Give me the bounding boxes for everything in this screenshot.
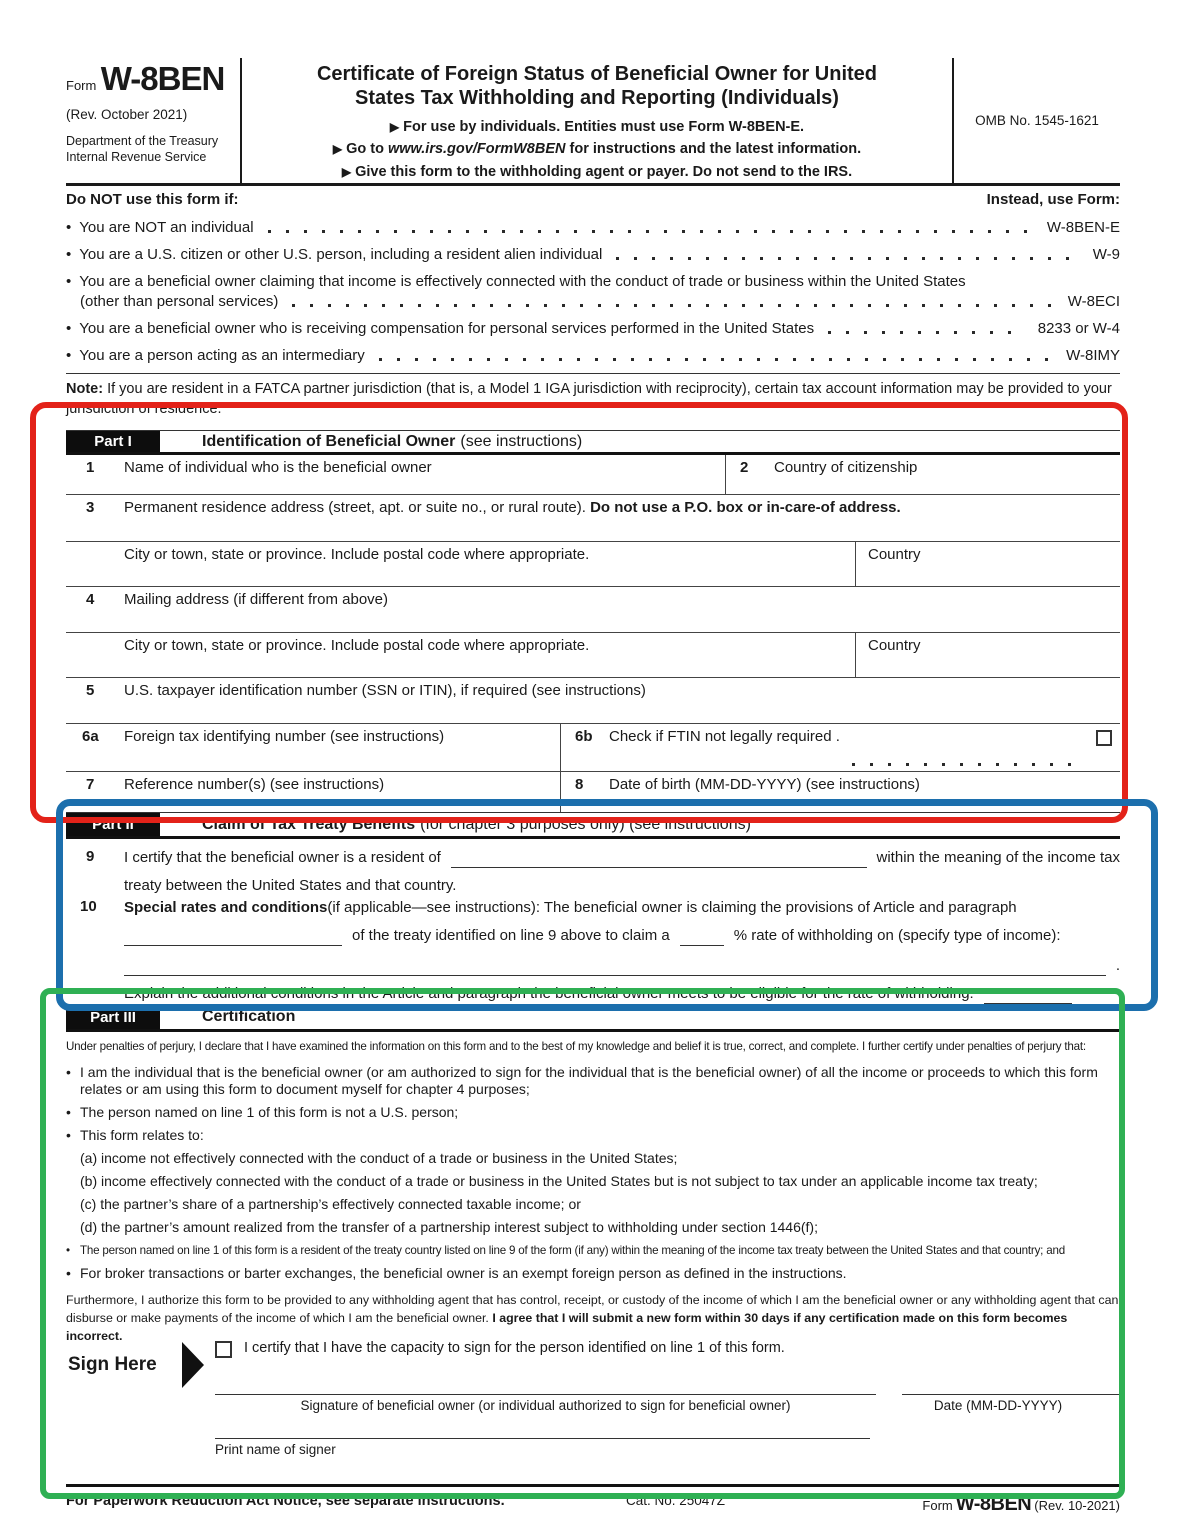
line10-bold: Special rates and conditions (124, 899, 328, 916)
dot-leader (292, 304, 1055, 307)
fatca-note (66, 374, 1120, 430)
do-not-use-item (66, 346, 1120, 366)
line5-number: 5 (86, 682, 95, 699)
revision-date: (Rev. October 2021) (66, 107, 188, 122)
line6b-number: 6b (575, 728, 593, 745)
part3-header-bar (66, 1004, 1120, 1032)
do-not-use-item-form: 8233 or W-4 (1037, 320, 1120, 337)
footer-revision: (Rev. 10-2021) (1034, 1498, 1120, 1513)
department-line1: Department of the Treasury (66, 134, 219, 148)
omb-block (952, 58, 1120, 183)
line9-pre: I certify that the beneficial owner is a resident of (124, 849, 441, 866)
header-instruction-3-text: Give this form to the withholding agent or payer. Do not send to the IRS. (355, 163, 853, 180)
line1-label: Name of individual who is the beneficial owner (124, 459, 432, 476)
do-not-use-item-text (66, 272, 1120, 292)
certification-bullet (66, 1243, 1120, 1259)
sign-here-label: Sign Here (68, 1354, 157, 1375)
signature-lines (215, 1394, 1120, 1395)
line10-first (124, 898, 1120, 918)
part1-title-note: (see instructions) (460, 432, 583, 450)
line10-second (124, 926, 1120, 946)
city1-label: City or town, state or province. Include postal code where appropriate. (124, 546, 590, 563)
line9-content (124, 848, 1120, 896)
department-block (66, 134, 234, 165)
dot-leader (852, 763, 1086, 766)
do-not-use-item-form: W-8IMY (1066, 347, 1120, 364)
row-city1 (66, 542, 1120, 587)
do-not-use-item-text-line2: (other than personal services) (80, 293, 279, 310)
row-line3 (66, 495, 1120, 542)
form-word: Form (66, 78, 97, 93)
field-reference-numbers[interactable] (66, 772, 560, 812)
bullet-icon: • (66, 1127, 71, 1143)
field-city-2[interactable] (66, 633, 855, 677)
part1-header-bar (66, 430, 1120, 455)
field-country-of-citizenship[interactable] (725, 455, 1120, 494)
form-number-line (66, 60, 234, 98)
row-city2 (66, 633, 1120, 678)
header-instruction-1-text: For use by individuals. Entities must use Form W-8BEN-E. (403, 119, 805, 135)
part2-header-bar (66, 812, 1120, 839)
form-title-line1: Certificate of Foreign Status of Beneficial Owner for United (316, 63, 878, 85)
form-number: W-8BEN (100, 60, 225, 97)
certification-bullet (66, 1127, 1120, 1144)
dot-leader (379, 358, 1054, 361)
part2-body (66, 839, 1120, 1004)
income-type-blank[interactable] (124, 960, 1106, 976)
date-line[interactable] (902, 1394, 1120, 1395)
part3-label: Part III (66, 1005, 160, 1029)
do-not-use-item-text-line1: You are a beneficial owner claiming that income is effectively connected with the conduct of trade or business within the United States (79, 273, 966, 290)
row-line4 (66, 587, 1120, 633)
do-not-use-section (66, 186, 1120, 374)
country1-label: Country (868, 546, 921, 563)
header-instruction-2-pre: Go to (346, 141, 388, 158)
row-line5 (66, 678, 1120, 724)
line10-income-type-line (124, 956, 1120, 976)
line9-first (124, 848, 1120, 868)
line2-number: 2 (740, 459, 749, 476)
certification-bullet (66, 1104, 1120, 1121)
field-country-1[interactable] (855, 542, 1120, 586)
furthermore-text: Furthermore, I authorize this form to be provided to any withholding agent that has control, receipt, or custody of the income of which I am the beneficial owner or any withholding agent that can disburse or make payments of the income of which I am the beneficial owner. (66, 1293, 1119, 1325)
line9-row (66, 848, 1120, 896)
certification-sub-item: (c) the partner’s share of a partnership’s effectively connected taxable income; or (80, 1196, 581, 1212)
row-line1-2 (66, 455, 1120, 495)
department-line2: Internal Revenue Service (66, 149, 207, 164)
form-content (66, 58, 1120, 1514)
line3-label-text: Permanent residence address (street, apt. or suite no., or rural route). (124, 499, 591, 516)
do-not-use-item-text: You are a beneficial owner who is receiving compensation for personal services performed in the United States (79, 320, 815, 337)
treaty-country-blank[interactable] (451, 852, 867, 868)
certification-intro: Under penalties of perjury, I declare that I have examined the information on this form and to the best of my knowledge and belief it is true, correct, and complete. I further certify under penalties of perjury that: (66, 1040, 1086, 1053)
print-name-line[interactable] (215, 1438, 870, 1457)
omb-number: OMB No. 1545-1621 (975, 113, 1099, 128)
dot-leader (268, 230, 1035, 233)
part2-title: Claim of Tax Treaty Benefits (202, 815, 416, 833)
certification-bullet-text: For broker transactions or barter exchanges, the beneficial owner is an exempt foreign person as defined in the instructions. (80, 1265, 847, 1281)
pointer-icon: ▶ (389, 120, 400, 134)
line8-number: 8 (575, 776, 584, 793)
part3-title: Certification (202, 1008, 296, 1025)
field-foreign-tin[interactable] (66, 724, 560, 771)
certification-bullet-text: The person named on line 1 of this form is not a U.S. person; (80, 1104, 459, 1120)
do-not-use-item (66, 319, 1120, 339)
certification-sub-item: (a) income not effectively connected with the conduct of a trade or business in the United States; (80, 1150, 678, 1166)
field-mailing-address[interactable] (66, 587, 1120, 632)
part1-title: Identification of Beneficial Owner (202, 432, 456, 450)
line4-number: 4 (86, 591, 95, 608)
field-permanent-address[interactable] (66, 495, 1120, 541)
line10-row (66, 898, 1120, 1004)
bullet-icon: • (66, 347, 72, 364)
instead-use-form-heading: Instead, use Form: (986, 191, 1120, 208)
form-id-block (66, 58, 242, 183)
line10-explain: Explain the additional conditions in the Article and paragraph the beneficial owner meets to be eligible for the rate of withholding: (124, 985, 974, 1002)
bullet-icon: • (66, 1064, 71, 1080)
form-title-line2: States Tax Withholding and Reporting (Individuals) (355, 87, 839, 109)
field-date-of-birth[interactable] (560, 772, 1120, 812)
sign-area (66, 1336, 1120, 1484)
line2-label: Country of citizenship (774, 459, 918, 476)
do-not-use-item-text: You are a person acting as an intermediary (79, 347, 365, 364)
bullet-icon: • (66, 246, 72, 263)
line6a-label: Foreign tax identifying number (see instructions) (124, 728, 445, 745)
form-title (250, 62, 944, 110)
do-not-use-item-line2 (66, 292, 1120, 312)
bullet-icon: • (66, 219, 72, 236)
line10-rest: (if applicable—see instructions): The beneficial owner is claiming the provisions of Article and paragraph (327, 899, 1017, 916)
field-city-1[interactable] (66, 542, 855, 586)
form-footer (66, 1484, 1120, 1514)
do-not-use-item-text: You are NOT an individual (79, 219, 254, 236)
line10-period: . (1115, 957, 1120, 974)
do-not-use-heading: Do NOT use this form if: (66, 191, 239, 208)
explain-blank[interactable] (984, 988, 1072, 1004)
bullet-icon: • (66, 1244, 70, 1257)
line9-number: 9 (86, 848, 95, 865)
dot-leader (616, 257, 1080, 260)
signature-label: Signature of beneficial owner (or individual authorized to sign for beneficial owner) (300, 1398, 791, 1413)
do-not-use-heading-row (66, 191, 1120, 211)
header-instruction-1 (250, 116, 944, 138)
part2-label: Part II (66, 813, 160, 836)
print-name-label: Print name of signer (215, 1442, 336, 1457)
sign-here-arrow-icon (182, 1342, 204, 1388)
part1-label: Part I (66, 431, 160, 452)
line10-mid: of the treaty identified on line 9 above to claim a (352, 927, 670, 944)
footer-form-id (922, 1493, 1120, 1516)
header-instruction-2-post: for instructions and the latest information. (565, 141, 862, 158)
line7-label: Reference number(s) (see instructions) (124, 776, 385, 793)
irs-url: www.irs.gov/FormW8BEN (387, 141, 566, 158)
certification-bullet (66, 1265, 1120, 1282)
line3-label-bold: Do not use a P.O. box or in-care-of address. (590, 499, 901, 516)
line10-number: 10 (80, 898, 97, 915)
line6a-number: 6a (82, 728, 99, 745)
footer-form-word: Form (922, 1498, 953, 1513)
paperwork-notice: For Paperwork Reduction Act Notice, see separate instructions. (66, 1493, 505, 1509)
header-instructions (250, 116, 944, 183)
signature-gap (876, 1394, 902, 1395)
line9-second: treaty between the United States and that country. (124, 877, 457, 894)
capacity-row (215, 1336, 1120, 1358)
header-instruction-2 (250, 138, 944, 160)
bullet-icon: • (66, 1104, 71, 1120)
do-not-use-item-form: W-8BEN-E (1046, 219, 1120, 236)
certification-bullet-text: This form relates to: (80, 1127, 204, 1143)
form-header (66, 58, 1120, 186)
form-title-block (242, 58, 952, 183)
date-label: Date (MM-DD-YYYY) (933, 1398, 1063, 1413)
line10-content (124, 898, 1120, 1004)
note-text: If you are resident in a FATCA partner jurisdiction (that is, a Model 1 IGA jurisdiction with reciprocity), certain tax account information may be provided to your jurisdiction of residence. (66, 381, 1112, 417)
bullet-icon: • (66, 1265, 71, 1281)
city1-number-spacer (66, 542, 124, 586)
row-line6 (66, 724, 1120, 772)
signature-line[interactable] (215, 1394, 876, 1395)
line3-label (124, 495, 901, 541)
field-beneficial-owner-name[interactable] (66, 455, 725, 494)
part2-title-note: (for chapter 3 purposes only) (see instructions) (420, 815, 751, 833)
line9-post: within the meaning of the income tax (876, 849, 1120, 866)
certification-bullet (66, 1064, 1120, 1098)
row-line7-8 (66, 772, 1120, 812)
capacity-label: I certify that I have the capacity to sign for the person identified on line 1 of this form. (244, 1340, 785, 1356)
do-not-use-item (66, 245, 1120, 265)
ftin-checkbox[interactable] (1096, 730, 1112, 746)
capacity-checkbox[interactable] (215, 1341, 232, 1358)
note-label: Note: (66, 381, 104, 397)
line4-label: Mailing address (if different from above) (124, 591, 389, 608)
do-not-use-item-text: You are a U.S. citizen or other U.S. person, including a resident alien individual (79, 246, 603, 263)
catalog-number: Cat. No. 25047Z (626, 1493, 726, 1508)
line1-number: 1 (86, 459, 95, 476)
line10-rate: % rate of withholding on (specify type of income): (733, 927, 1061, 944)
header-instruction-3 (250, 161, 944, 183)
signature-labels (215, 1395, 1120, 1413)
line3-number: 3 (86, 499, 95, 516)
line6b-label: Check if FTIN not legally required . (609, 728, 840, 745)
line8-label: Date of birth (MM-DD-YYYY) (see instructions) (609, 776, 920, 793)
article-paragraph-blank[interactable] (124, 930, 342, 946)
dot-leader (828, 331, 1026, 334)
do-not-use-item-form: W-8ECI (1067, 293, 1120, 310)
line10-explain-line (124, 984, 1120, 1004)
bullet-icon: • (66, 273, 72, 290)
furthermore-bold: I agree that I will submit a new form within 30 days if any certification made on this form becomes incorrect. (66, 1311, 1068, 1343)
footer-form-number: W-8BEN (955, 1493, 1032, 1515)
certification-sub-item: (d) the partner’s amount realized from the transfer of a partnership interest subject to withholding under section 1446(f); (80, 1219, 818, 1235)
do-not-use-item-form: W-9 (1092, 246, 1120, 263)
line5-label: U.S. taxpayer identification number (SSN or ITIN), if required (see instructions) (124, 682, 646, 699)
part3-body (66, 1032, 1120, 1343)
part2-title-wrap (160, 813, 751, 836)
pointer-icon: ▶ (332, 142, 343, 157)
bullet-icon: • (66, 320, 72, 337)
part1-title-wrap (160, 431, 582, 452)
field-ftin-not-required (560, 724, 1120, 771)
certification-sub-item: (b) income effectively connected with the conduct of a trade or business in the United States but is not subject to tax under an applicable income tax treaty; (80, 1173, 1038, 1189)
country2-label: Country (868, 637, 921, 654)
certification-bullet-text: The person named on line 1 of this form is a resident of the treaty country listed on line 9 of the form (if any) within the meaning of the income tax treaty between the United States and that country; and (80, 1244, 1065, 1257)
do-not-use-item (66, 272, 1120, 312)
certification-bullet-text: I am the individual that is the beneficial owner (or am authorized to sign for the individual that is the beneficial owner) of all the income or proceeds to which this form relates or am using this form to document myself for chapter 4 purposes; (80, 1064, 1098, 1097)
rate-blank[interactable] (680, 930, 724, 946)
pointer-icon: ▶ (341, 164, 352, 179)
do-not-use-item (66, 218, 1120, 238)
line7-number: 7 (86, 776, 95, 793)
city2-number-spacer (66, 633, 124, 677)
field-us-tin[interactable] (66, 678, 1120, 723)
city2-label: City or town, state or province. Include postal code where appropriate. (124, 637, 590, 654)
field-country-2[interactable] (855, 633, 1120, 677)
